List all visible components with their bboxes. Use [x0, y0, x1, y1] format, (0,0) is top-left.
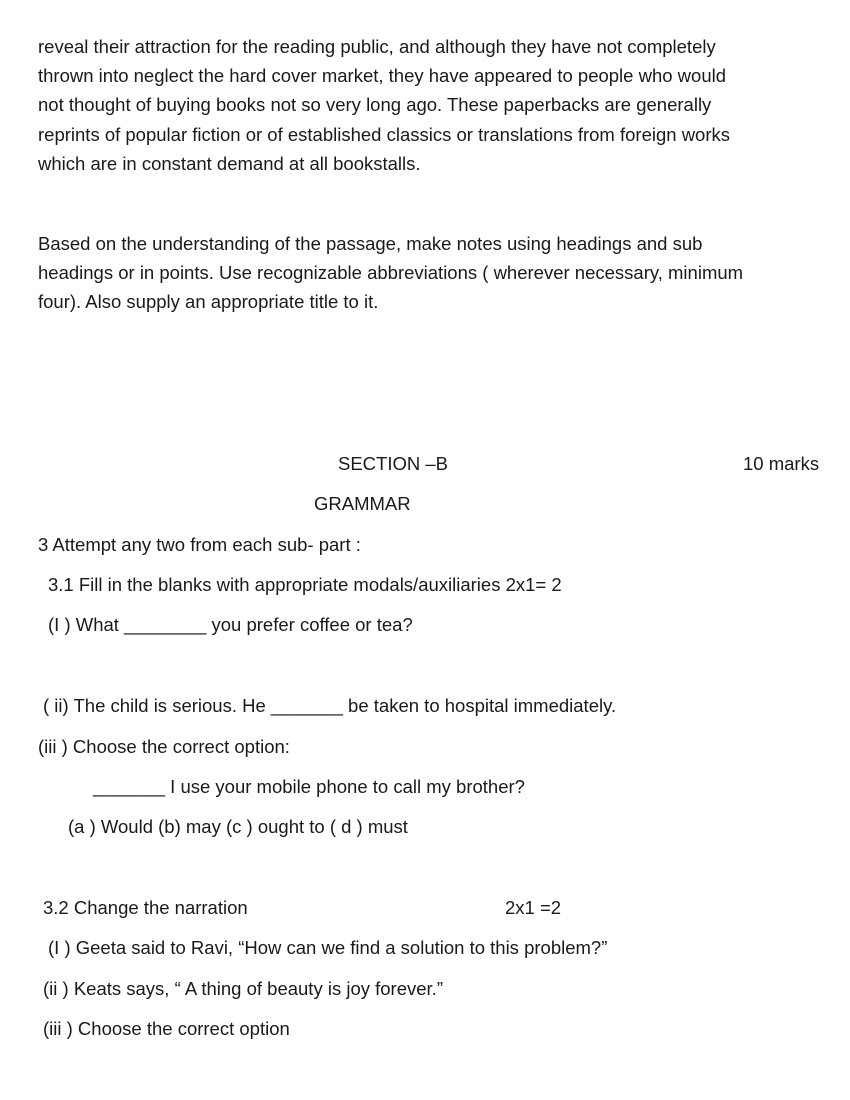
question-3-1-iii: (iii ) Choose the correct option: — [38, 736, 290, 757]
question-3-2-marks: 2x1 =2 — [505, 897, 562, 918]
passage-line: reprints of popular fiction or of established classics or translations from foreign works — [38, 123, 730, 145]
passage-line: reveal their attraction for the reading public, and although they have not completely — [38, 36, 716, 57]
passage-paragraph — [38, 32, 828, 178]
question-3-2-i: (I ) Geeta said to Ravi, “How can we find a solution to this problem?” — [48, 937, 608, 958]
question-3-2-iii: (iii ) Choose the correct option — [43, 1018, 290, 1039]
passage-line: thrown into neglect the hard cover market, they have appeared to people who would — [38, 65, 727, 87]
section-subtitle: GRAMMAR — [314, 493, 411, 514]
question-3-2-ii: (ii ) Keats says, “ A thing of beauty is joy forever.” — [43, 978, 443, 999]
question-3-heading: 3 Attempt any two from each sub- part : — [38, 534, 361, 555]
passage-line: which are in constant demand at all bookstalls. — [38, 152, 421, 174]
note-making-instruction — [38, 229, 828, 317]
question-3-2-heading: 3.2 Change the narration — [43, 897, 248, 918]
section-marks: 10 marks — [743, 453, 820, 474]
question-3-1-iii-sentence: _______ I use your mobile phone to call my brother? — [93, 776, 525, 797]
passage-line: not thought of buying books not so very long ago. These paperbacks are generally — [38, 94, 712, 116]
section-title: SECTION –B — [338, 453, 448, 474]
question-3-1-ii: ( ii) The child is serious. He _______ be taken to hospital immediately. — [43, 695, 617, 716]
instruction-line: four). Also supply an appropriate title to it. — [38, 291, 379, 313]
question-3-1-heading: 3.1 Fill in the blanks with appropriate modals/auxiliaries 2x1= 2 — [48, 574, 562, 595]
question-3-1-i: (I ) What ________ you prefer coffee or tea? — [48, 614, 413, 635]
instruction-line: Based on the understanding of the passage, make notes using headings and sub — [38, 233, 703, 254]
question-3-1-iii-options: (a ) Would (b) may (c ) ought to ( d ) must — [68, 816, 408, 837]
instruction-line: headings or in points. Use recognizable abbreviations ( wherever necessary, minimum — [38, 262, 744, 284]
